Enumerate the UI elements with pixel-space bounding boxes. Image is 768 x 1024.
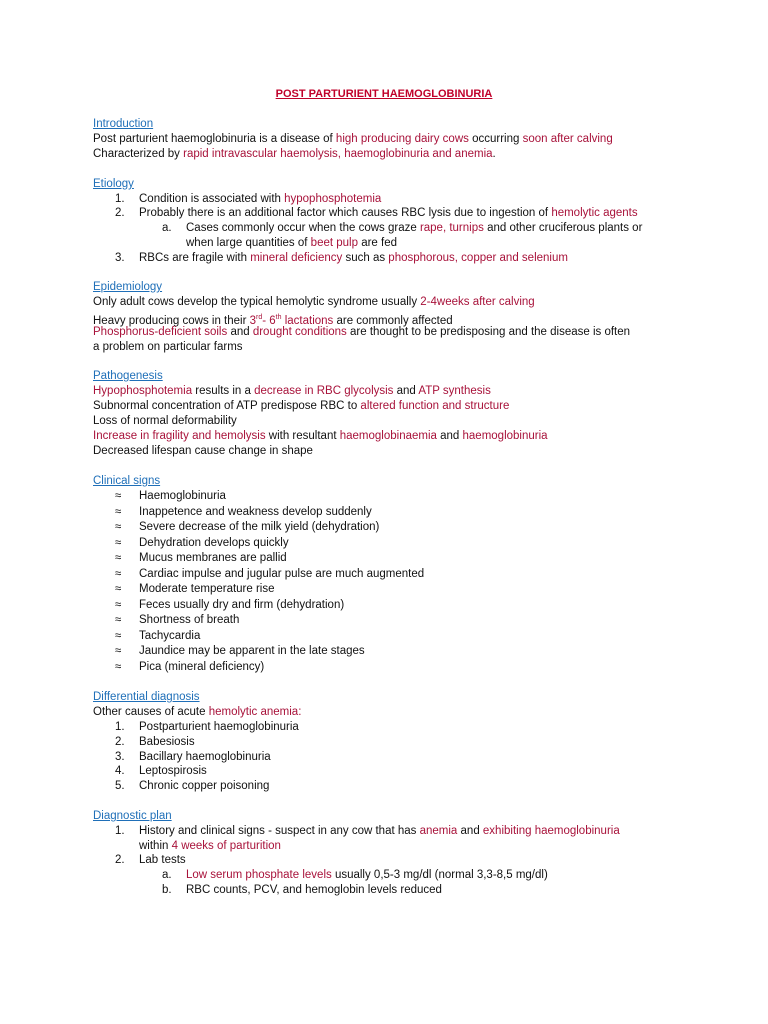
bullet-marker: ≈: [115, 629, 122, 642]
highlight-text: Hypophosphotemia: [93, 385, 193, 397]
section-heading-epidemiology: Epidemiology: [93, 281, 163, 293]
text-run: Other causes of acute: [93, 706, 209, 718]
list-letter: a.: [162, 869, 172, 881]
highlight-text: hypophosphotemia: [284, 193, 382, 205]
list-item-text: Postparturient haemoglobinuria: [139, 721, 299, 733]
highlight-text: - 6: [262, 314, 276, 327]
list-number: 1.: [115, 825, 125, 837]
superscript: th: [275, 314, 282, 321]
bullet-marker: ≈: [115, 598, 122, 611]
bullet-marker: ≈: [115, 552, 122, 564]
bullet-marker: ≈: [115, 645, 122, 657]
list-item-text: Severe decrease of the milk yield (dehydration): [139, 521, 380, 533]
epidemiology-line-4: a problem on particular farms: [93, 341, 243, 353]
epidemiology-line-1: [93, 295, 535, 310]
highlight-text: hemolytic anemia:: [208, 706, 302, 718]
highlight-text: Low serum phosphate levels: [186, 869, 332, 881]
list-item-text: Leptospirosis: [139, 765, 207, 778]
text-run: are commonly affected: [333, 314, 453, 327]
list-number: 2.: [115, 854, 125, 866]
text-run: Heavy producing cows in their: [93, 314, 250, 327]
section-heading-etiology: Etiology: [93, 178, 134, 190]
list-number: 4.: [115, 765, 125, 778]
section-heading-diagnostic-plan: Diagnostic plan: [93, 810, 172, 822]
highlight-text: phosphorous, copper and selenium: [388, 252, 568, 264]
section-heading-differential-diagnosis: Differential diagnosis: [93, 691, 200, 703]
text-run: Lab tests: [139, 854, 186, 866]
list-number: 5.: [115, 780, 125, 793]
list-item-text: Mucus membranes are pallid: [139, 552, 287, 564]
text-run: and: [227, 326, 253, 338]
highlight-text: Phosphorus-deficient soils: [93, 326, 228, 338]
text-run: .: [492, 148, 496, 160]
highlight-text: mineral deficiency: [250, 252, 343, 264]
bullet-marker: ≈: [115, 614, 122, 626]
text-run: Post parturient haemoglobinuria is a disease of: [93, 133, 336, 145]
highlight-text: altered function and structure: [360, 400, 510, 412]
list-letter: b.: [162, 884, 172, 896]
highlight-text: drought conditions: [252, 326, 347, 338]
highlight-text: rape, turnips: [419, 222, 484, 234]
pathogenesis-line-4: [93, 429, 548, 444]
list-number: 1.: [115, 193, 125, 205]
list-item-text: Chronic copper poisoning: [139, 780, 270, 793]
list-number: 2.: [115, 207, 125, 219]
document-title: POST PARTURIENT HAEMOGLOBINURIA: [275, 88, 493, 100]
epidemiology-line-3: [93, 325, 630, 340]
list-number: 3.: [115, 252, 125, 264]
text-run: and: [436, 430, 463, 442]
intro-line-1: [93, 132, 613, 147]
bullet-marker: ≈: [115, 660, 122, 673]
highlight-text: rapid intravascular haemolysis, haemoglobinuria and anemia: [183, 148, 493, 160]
list-number: 1.: [115, 721, 125, 733]
bullet-marker: ≈: [115, 536, 122, 549]
text-run: results in a: [192, 385, 255, 397]
text-run: and: [457, 825, 483, 837]
text-run: Subnormal concentration of ATP predispose RBC to: [93, 400, 361, 412]
bullet-marker: ≈: [115, 521, 122, 533]
list-item-text: Pica (mineral deficiency): [139, 660, 265, 673]
section-heading-pathogenesis: Pathogenesis: [93, 370, 163, 382]
highlight-text: haemoglobinaemia: [339, 430, 437, 442]
highlight-text: 3: [249, 314, 257, 327]
list-item-text: Babesiosis: [139, 735, 195, 748]
bullet-marker: ≈: [115, 490, 122, 502]
text-run: RBC counts, PCV, and hemoglobin levels reduced: [186, 884, 442, 896]
list-number: 2.: [115, 735, 125, 748]
list-item-text: Bacillary haemoglobinuria: [139, 750, 271, 763]
superscript: rd: [256, 314, 263, 321]
highlight-text: ATP synthesis: [418, 385, 491, 397]
highlight-text: Increase in fragility and hemolysis: [93, 430, 266, 442]
highlight-text: beet pulp: [310, 237, 358, 249]
section-heading-clinical-signs: Clinical signs: [93, 475, 161, 487]
text-run: History and clinical signs - suspect in any cow that has: [139, 825, 420, 837]
text-run: RBCs are fragile with: [139, 252, 251, 264]
highlight-text: hemolytic agents: [551, 207, 638, 219]
text-run: and: [393, 385, 419, 397]
list-item-text: Feces usually dry and firm (dehydration): [139, 598, 345, 611]
pathogenesis-line-2: [93, 399, 509, 414]
text-run: Probably there is an additional factor which causes RBC lysis due to ingestion of: [139, 207, 552, 219]
highlight-text: decrease in RBC glycolysis: [254, 385, 394, 397]
highlight-text: 2-4weeks after calving: [420, 296, 535, 308]
text-run: when large quantities of: [186, 237, 311, 249]
text-run: with resultant: [265, 430, 340, 442]
section-heading-introduction: Introduction: [93, 118, 154, 130]
text-run: are fed: [358, 237, 397, 249]
text-run: within: [139, 840, 172, 852]
text-run: occurring: [468, 133, 523, 145]
pathogenesis-line-3: Loss of normal deformability: [93, 415, 237, 427]
text-run: such as: [342, 252, 389, 264]
highlight-text: haemoglobinuria: [462, 430, 548, 442]
highlight-text: high producing dairy cows: [335, 133, 469, 145]
list-item-text: Inappetence and weakness develop suddenly: [139, 505, 372, 518]
list-item-text: Cardiac impulse and jugular pulse are much augmented: [139, 567, 425, 580]
list-item-text: Haemoglobinuria: [139, 490, 226, 502]
text-run: Cases commonly occur when the cows graze: [186, 222, 420, 234]
text-run: Characterized by: [93, 148, 184, 160]
bullet-marker: ≈: [115, 583, 122, 595]
pathogenesis-line-1: [93, 384, 491, 399]
highlight-text: 4 weeks of parturition: [171, 840, 281, 852]
highlight-text: exhibiting haemoglobinuria: [482, 825, 620, 837]
text-run: are thought to be predisposing and the disease is often: [346, 326, 631, 338]
list-item-text: Dehydration develops quickly: [139, 536, 289, 549]
text-run: and other cruciferous plants or: [483, 222, 643, 234]
bullet-marker: ≈: [115, 567, 122, 580]
list-number: 3.: [115, 750, 125, 763]
list-item-text: Shortness of breath: [139, 614, 240, 626]
intro-line-2: [93, 147, 496, 162]
list-letter: a.: [162, 222, 172, 234]
text-run: Only adult cows develop the typical hemolytic syndrome usually: [93, 296, 421, 308]
text-run: usually 0,5-3 mg/dl (normal 3,3-8,5 mg/dl): [331, 869, 548, 881]
highlight-text: soon after calving: [522, 133, 613, 145]
pathogenesis-line-5: Decreased lifespan cause change in shape: [93, 445, 313, 457]
differential-intro: [93, 705, 301, 720]
highlight-text: anemia: [419, 825, 458, 837]
list-item-text: Tachycardia: [139, 629, 201, 642]
text-run: Condition is associated with: [139, 193, 285, 205]
list-item-text: Jaundice may be apparent in the late stages: [139, 645, 365, 657]
highlight-text: lactations: [281, 314, 334, 327]
list-item-text: Moderate temperature rise: [139, 583, 275, 595]
bullet-marker: ≈: [115, 505, 122, 518]
